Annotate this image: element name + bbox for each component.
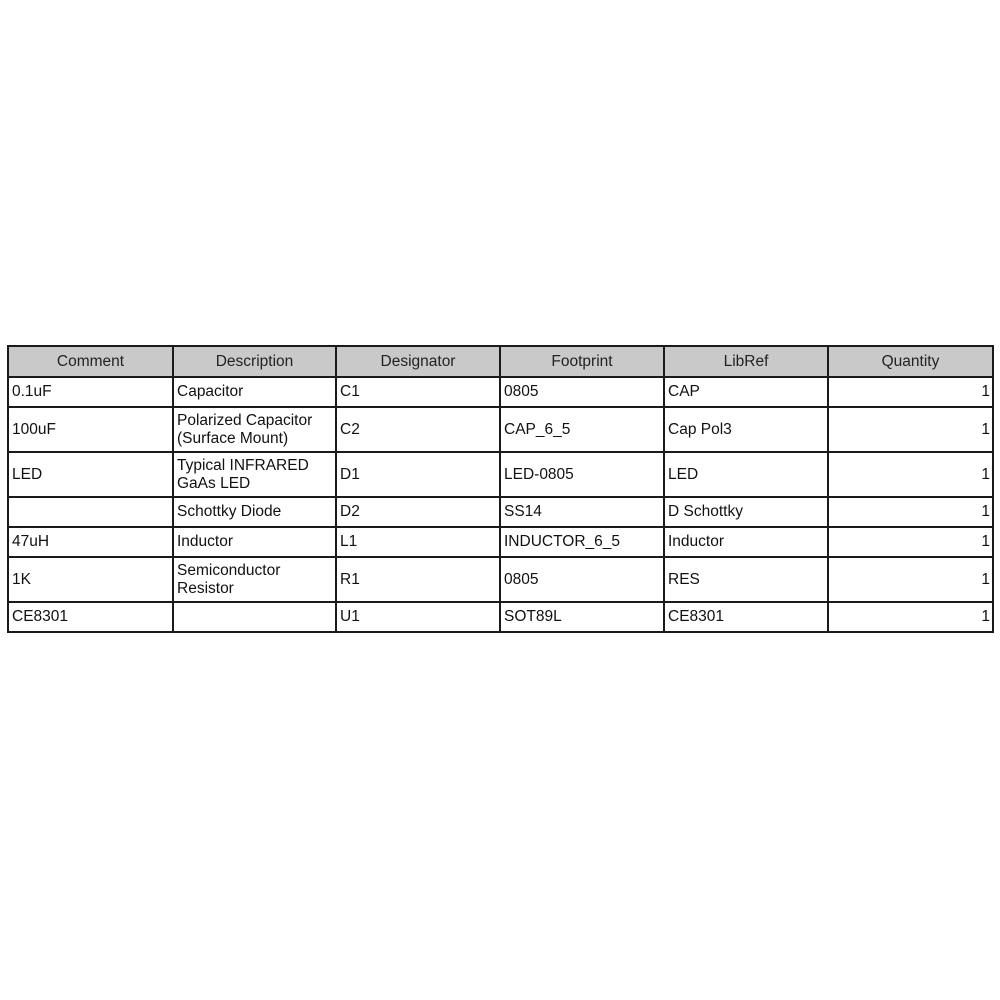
header-quantity: Quantity (828, 346, 993, 377)
cell-quantity: 1 (828, 407, 993, 452)
header-libref: LibRef (664, 346, 828, 377)
cell-footprint: SS14 (500, 497, 664, 527)
cell-description: Polarized Capacitor (Surface Mount) (173, 407, 336, 452)
cell-designator: D1 (336, 452, 500, 497)
cell-description: Semiconductor Resistor (173, 557, 336, 602)
header-row (8, 346, 993, 377)
cell-quantity: 1 (828, 602, 993, 632)
cell-comment: 47uH (8, 527, 173, 557)
cell-libref: Inductor (664, 527, 828, 557)
table-row (8, 407, 993, 452)
header-comment: Comment (8, 346, 173, 377)
cell-footprint: CAP_6_5 (500, 407, 664, 452)
header-footprint: Footprint (500, 346, 664, 377)
cell-designator: R1 (336, 557, 500, 602)
cell-description: Schottky Diode (173, 497, 336, 527)
cell-comment: CE8301 (8, 602, 173, 632)
header-description: Description (173, 346, 336, 377)
cell-designator: C1 (336, 377, 500, 407)
cell-footprint: INDUCTOR_6_5 (500, 527, 664, 557)
cell-footprint: LED-0805 (500, 452, 664, 497)
header-designator: Designator (336, 346, 500, 377)
cell-libref: D Schottky (664, 497, 828, 527)
cell-libref: RES (664, 557, 828, 602)
cell-quantity: 1 (828, 452, 993, 497)
cell-description: Capacitor (173, 377, 336, 407)
table-row (8, 452, 993, 497)
bom-table (7, 345, 994, 633)
cell-designator: C2 (336, 407, 500, 452)
table-row (8, 602, 993, 632)
cell-libref: LED (664, 452, 828, 497)
cell-quantity: 1 (828, 527, 993, 557)
cell-description (173, 602, 336, 632)
cell-comment: 0.1uF (8, 377, 173, 407)
cell-comment: LED (8, 452, 173, 497)
table-row (8, 497, 993, 527)
table-row (8, 557, 993, 602)
cell-libref: CAP (664, 377, 828, 407)
cell-quantity: 1 (828, 557, 993, 602)
table-row (8, 377, 993, 407)
cell-description: Typical INFRARED GaAs LED (173, 452, 336, 497)
cell-footprint: SOT89L (500, 602, 664, 632)
cell-comment: 1K (8, 557, 173, 602)
cell-footprint: 0805 (500, 377, 664, 407)
cell-comment: 100uF (8, 407, 173, 452)
table-row (8, 527, 993, 557)
cell-libref: CE8301 (664, 602, 828, 632)
cell-designator: L1 (336, 527, 500, 557)
cell-description: Inductor (173, 527, 336, 557)
cell-footprint: 0805 (500, 557, 664, 602)
cell-quantity: 1 (828, 497, 993, 527)
cell-comment (8, 497, 173, 527)
cell-designator: U1 (336, 602, 500, 632)
cell-designator: D2 (336, 497, 500, 527)
cell-quantity: 1 (828, 377, 993, 407)
cell-libref: Cap Pol3 (664, 407, 828, 452)
